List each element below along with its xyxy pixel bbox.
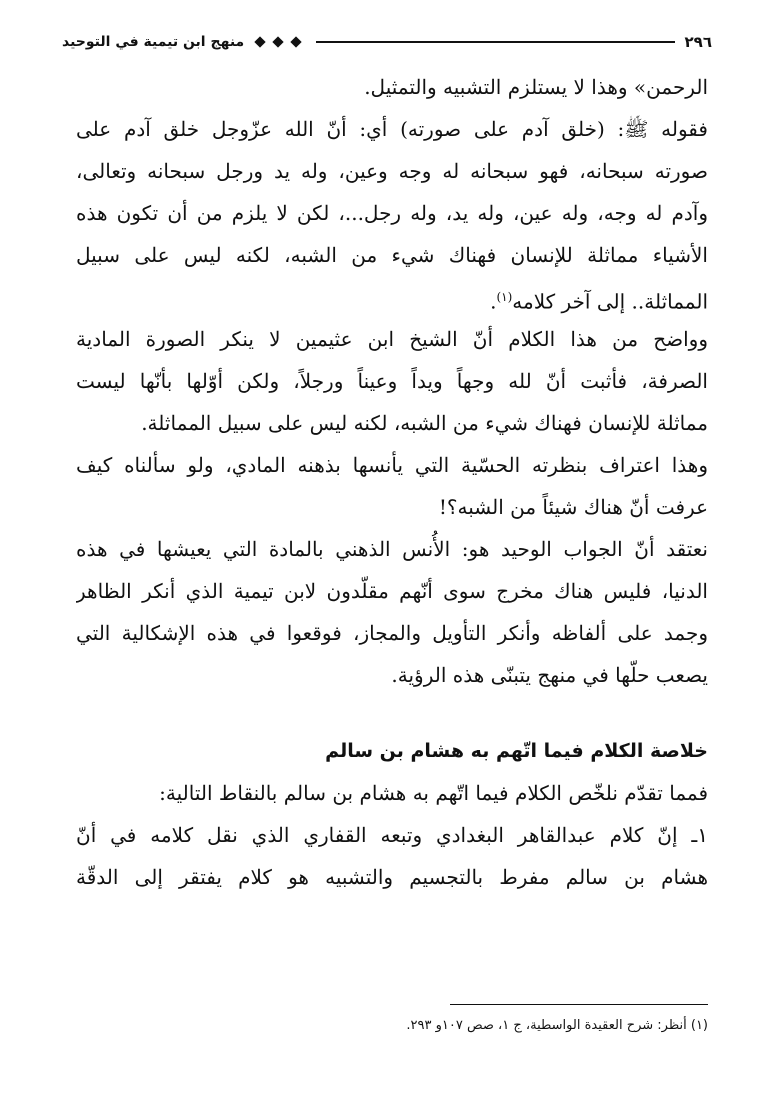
line-text: الدنيا، فليس هناك مخرج سوى أنّهم مقلّدون لابن تيمية الذي أنكر الظاهر bbox=[76, 579, 708, 603]
diamond-ornament-icon bbox=[255, 36, 266, 47]
line-text: المماثلة.. إلى آخر كلامه bbox=[512, 289, 708, 314]
line-text: صورته سبحانه، فهو سبحانه له وجه وعين، وله يد ورجل سبحانه وتعالى، bbox=[76, 159, 708, 183]
paragraph-group bbox=[76, 66, 708, 696]
line-text: الصرفة، فأثبت أنّ لله وجهاً ويداً وعيناً ورجلاً، ولكن أوّلها بأنّها ليست bbox=[76, 369, 708, 393]
paragraph-group bbox=[76, 772, 708, 898]
footnote: (١) أنظر: شرح العقيدة الواسطية، ج ١، صص ١٠٧و ٢٩٣. bbox=[406, 1018, 708, 1033]
text-line bbox=[76, 318, 708, 360]
text-line bbox=[76, 856, 708, 898]
line-tail: . bbox=[490, 289, 497, 314]
diamond-ornament-icon bbox=[273, 36, 284, 47]
text-line bbox=[76, 612, 708, 654]
line-text: وهذا اعتراف بنظرته الحسّية التي يأنسها بذهنه المادي، ولو سألناه كيف bbox=[76, 453, 708, 477]
diamond-ornament-icon bbox=[291, 36, 302, 47]
line-text: ١ـ إنّ كلام عبدالقاهر البغدادي وتبعه القفاري الذي نقل كلامه في أنّ bbox=[76, 823, 708, 847]
text-line bbox=[76, 402, 708, 444]
body-text bbox=[76, 66, 708, 898]
line-text: مماثلة للإنسان فهناك شيء من الشبه، لكنه ليس على سبيل المماثلة. bbox=[141, 411, 708, 435]
page-number: ٢٩٦ bbox=[684, 33, 712, 51]
footnote-marker: (١) bbox=[496, 290, 513, 304]
line-text: وآدم له وجه، وله عين، وله يد، وله رجل...، لكن لا يلزم من أن تكون هذه bbox=[76, 201, 708, 225]
running-header bbox=[62, 30, 712, 54]
text-line bbox=[76, 654, 708, 696]
line-text: هشام بن سالم مفرط بالتجسيم والتشبيه هو كلام يفتقر إلى الدقّة bbox=[76, 865, 708, 889]
text-line bbox=[76, 814, 708, 856]
line-text: وجمد على ألفاظه وأنكر التأويل والمجاز، فوقعوا في هذه الإشكالية التي bbox=[76, 621, 708, 645]
line-text: فمما تقدّم نلخّص الكلام فيما اتّهم به هشام بن سالم بالنقاط التالية: bbox=[159, 781, 708, 805]
line-text: عرفت أنّ هناك شيئاً من الشبه؟! bbox=[438, 495, 708, 519]
line-text: يصعب حلّها في منهج يتبنّى هذه الرؤية. bbox=[391, 663, 708, 687]
book-title: منهج ابن تيمية في التوحيد bbox=[62, 34, 245, 50]
text-line bbox=[76, 528, 708, 570]
section-heading: خلاصة الكلام فيما اتّهم به هشام بن سالم bbox=[325, 740, 708, 762]
line-text: الرحمن» وهذا لا يستلزم التشبيه والتمثيل. bbox=[364, 75, 708, 99]
line-text: فقوله ﷺ: (خلق آدم على صورته) أي: أنّ الله عزّوجل خلق آدم على bbox=[76, 117, 708, 141]
line-text: وواضح من هذا الكلام أنّ الشيخ ابن عثيمين لا ينكر الصورة المادية bbox=[76, 327, 708, 351]
line-text: الأشياء مماثلة للإنسان فهناك شيء من الشبه، لكنه ليس على سبيل bbox=[76, 243, 708, 267]
text-line bbox=[76, 108, 708, 150]
text-line bbox=[76, 444, 708, 486]
text-line bbox=[76, 234, 708, 276]
text-line bbox=[76, 66, 708, 108]
header-rule bbox=[316, 41, 674, 43]
line-text: نعتقد أنّ الجواب الوحيد هو: الأُنس الذهني بالمادة التي يعيشها في هذه bbox=[76, 537, 708, 561]
text-line bbox=[76, 192, 708, 234]
header-ornament bbox=[256, 38, 300, 46]
text-line bbox=[76, 150, 708, 192]
text-line bbox=[76, 570, 708, 612]
text-line bbox=[76, 276, 708, 318]
text-line bbox=[76, 360, 708, 402]
footnote-rule bbox=[450, 1004, 708, 1005]
text-line bbox=[76, 772, 708, 814]
text-line bbox=[76, 486, 708, 528]
